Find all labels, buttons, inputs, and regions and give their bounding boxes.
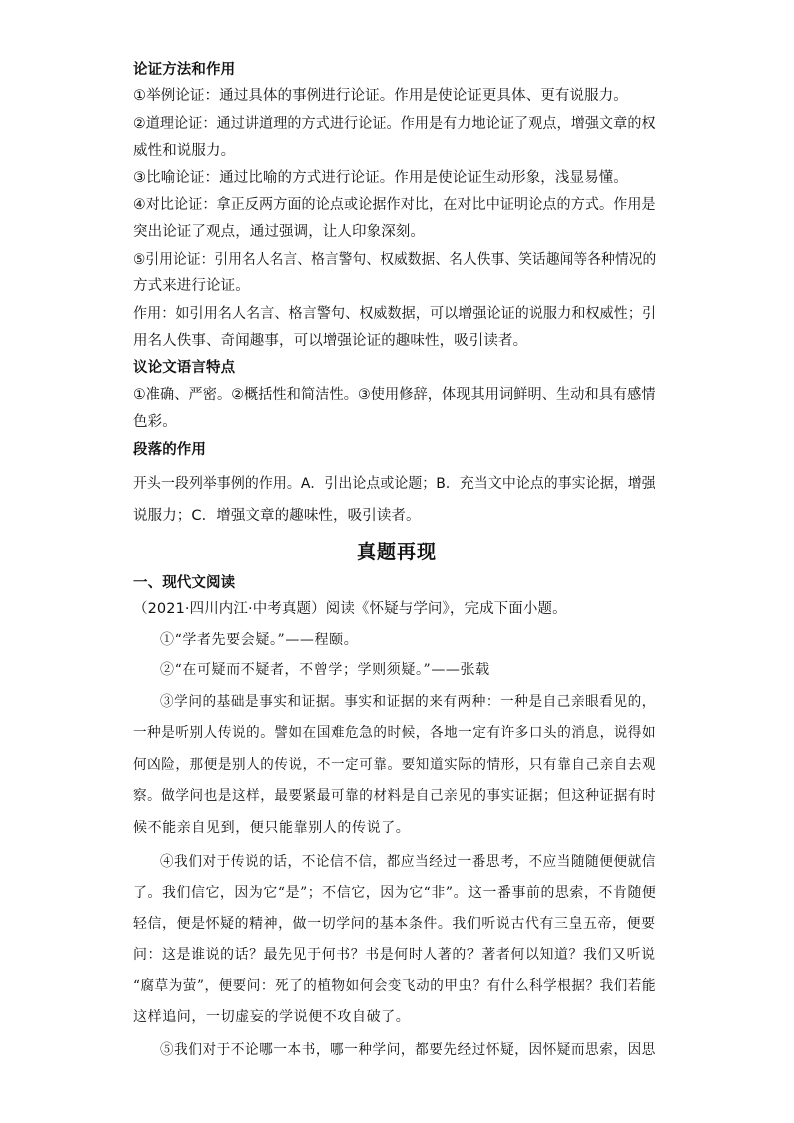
text-line: 色彩。 — [133, 414, 177, 430]
section-heading-language-features: 议论文语言特点 — [133, 360, 236, 376]
passage-paragraph-line: 问：这是谁说的话？最先见于何书？书是何时人著的？著者何以知道？我们又听说 — [133, 947, 656, 963]
passage-paragraph-line: 何凶险，那便是别人的传说，不一定可靠。要知道实际的情形，只有靠自己亲自去观 — [133, 757, 657, 773]
text-line: 方式来进行论证。 — [133, 278, 250, 294]
section-heading-argument-methods: 论证方法和作用 — [133, 62, 236, 78]
passage-paragraph-line: “腐草为萤”，便要问：死了的植物如何会变飞动的甲虫？有什么科学根据？我们若能 — [133, 978, 657, 994]
text-line: ①举例论证：通过具体的事例进行论证。作用是使论证更具体、更有说服力。 — [133, 88, 628, 104]
text-line: ①准确、严密。②概括性和简洁性。③使用修辞，体现其用词鲜明、生动和具有感情 — [133, 387, 656, 403]
passage-paragraph-line: 这样追问，一切虚妄的学说便不攻自破了。 — [133, 1009, 411, 1025]
passage-quote-2: ②“在可疑而不疑者，不曾学；学则须疑。”——张载 — [160, 662, 490, 678]
part-heading: 一、现代文阅读 — [133, 575, 236, 591]
text-line: 威性和说服力。 — [133, 143, 236, 159]
passage-paragraph-line: ⑤我们对于不论哪一本书，哪一种学问，都要先经过怀疑，因怀疑而思索，因思 — [160, 1042, 656, 1058]
text-line: 用名人佚事、奇闻趣事，可以增强论证的趣味性，吸引读者。 — [133, 333, 528, 349]
text-line: ④对比论证：拿正反两方面的论点或论据作对比，在对比中证明论点的方式。作用是 — [133, 197, 656, 213]
text-line: 突出论证了观点，通过强调，让人印象深刻。 — [133, 224, 425, 240]
text-line: 作用：如引用名人名言、格言警句、权威数据，可以增强论证的说服力和权威性；引 — [133, 306, 657, 322]
text-line: 说服力；C．增强文章的趣味性，吸引读者。 — [133, 508, 421, 524]
passage-quote-1: ①“学者先要会疑。”——程颐。 — [160, 632, 359, 648]
passage-paragraph-line: 一种是听别人传说的。譬如在国难危急的时候，各地一定有许多口头的消息，说得如 — [133, 725, 657, 741]
passage-paragraph-line: 察。做学问也是这样，最要紧最可靠的材料是自己亲见的事实证据；但这种证据有时 — [133, 788, 657, 804]
passage-paragraph-line: ③学问的基础是事实和证据。事实和证据的来有两种：一种是自己亲眼看见的， — [160, 694, 656, 710]
main-title: 真题再现 — [356, 541, 437, 563]
text-line: ②道理论证：通过讲道理的方式进行论证。作用是有力地论证了观点，增强文章的权 — [133, 116, 656, 132]
passage-paragraph-line: 候不能亲自见到，便只能靠别人的传说了。 — [133, 820, 411, 836]
text-line: ③比喻论证：通过比喻的方式进行论证。作用是使论证生动形象，浅显易懂。 — [133, 170, 628, 186]
question-source: （2021·四川内江·中考真题）阅读《怀疑与学问》，完成下面小题。 — [133, 601, 567, 617]
section-heading-paragraph-role: 段落的作用 — [133, 442, 206, 458]
passage-paragraph-line: ④我们对于传说的话，不论信不信，都应当经过一番思考，不应当随随便便就信 — [160, 854, 656, 870]
text-line: 开头一段列举事例的作用。A．引出论点或论题；B．充当文中论点的事实论据，增强 — [133, 476, 656, 492]
text-line: ⑤引用论证：引用名人名言、格言警句、权威数据、名人佚事、笑话趣闻等各种情况的 — [133, 252, 657, 268]
passage-paragraph-line: 了。我们信它，因为它“是”；不信它，因为它“非”。这一番事前的思索，不肯随便 — [133, 885, 657, 901]
passage-paragraph-line: 轻信，便是怀疑的精神，做一切学问的基本条件。我们听说古代有三皇五帝，便要 — [133, 916, 656, 932]
